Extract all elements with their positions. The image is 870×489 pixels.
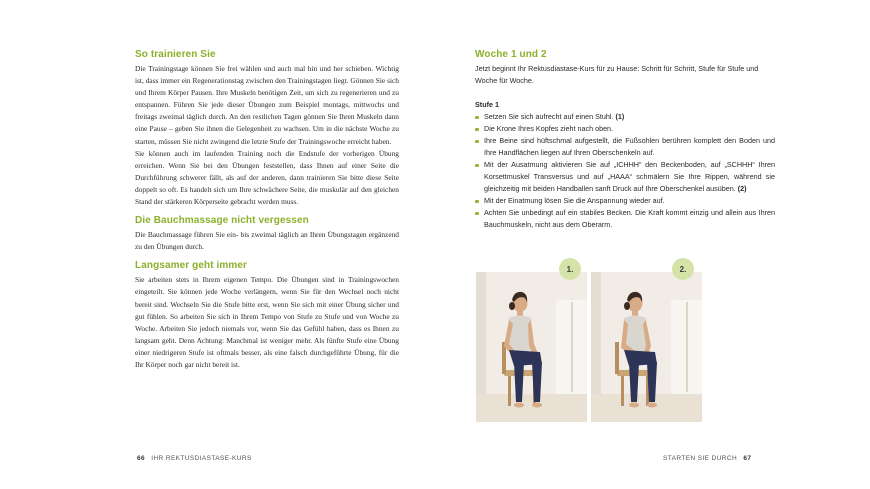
step-text: Mit der Ausatmung aktivieren Sie auf „ICHHH“ den Beckenboden, auf „SCHHH“ Ihren Korsettmuskel Transversus und auf „HAAA“ schmälern Sie Ihre Rippen, während sie gleichzeitig mit beiden Handballen sanft Druck auf Ihre Oberschenkel ausüben. [484,160,775,193]
exercise-photo-2 [591,272,702,422]
photo-number-badge: 1. [559,258,581,280]
right-footer [663,455,755,462]
exercise-photos [476,258,702,423]
intro-paragraph: Jetzt beginnt Ihr Rektusdiastase-Kurs für zu Hause: Schritt für Schritt, Stufe für Stufe und Woche für Woche. [475,64,759,85]
section-so-trainieren-sie [135,49,399,208]
figure-ref: (2) [737,184,747,193]
left-column [135,49,399,378]
section-heading: Die Bauchmassage nicht vergessen [135,215,309,227]
left-footer [133,455,252,462]
section-langsamer-geht-immer [135,260,399,371]
bullet-icon [475,140,479,144]
step-text: Achten Sie unbedingt auf ein stabiles Becken. Die Kraft kommt einzig und allein aus Ihren Bauchmuskeln, nicht aus dem Oberarm. [484,208,775,229]
step-item [475,135,775,159]
section-heading: So trainieren Sie [135,49,216,60]
bullet-icon [475,200,479,204]
step-item [475,123,775,135]
page-number: 67 [743,455,752,462]
exercise-photo-1 [476,272,587,422]
step-text: Mit der Einatmung lösen Sie die Anspannung wieder auf. [484,196,665,205]
step-item [475,159,775,195]
running-head: STARTEN SIE DURCH [663,455,738,462]
body-paragraph: Die Bauchmassage führen Sie ein- bis zweimal täglich an Ihren Übungstagen ergänzend zu den Übungen durch. [135,230,399,252]
step-text: Ihre Beine sind hüftschmal aufgestellt, die Fußsohlen berühren komplett den Boden und Ihre Handflächen liegen auf Ihren Oberschenkeln auf. [484,136,775,157]
step-list [475,111,775,231]
page-number: 66 [137,455,146,462]
right-page [435,0,870,489]
body-paragraph: Sie arbeiten stets in Ihrem eigenen Tempo. Die Übungen sind in Trainingswochen eingeteilt. Sie können jede Woche verlängern, wenn Sie für den Wechsel noch nicht bereit sind. Wechseln Sie die Stufe bitte erst, wenn Sie sich mit einer Übung sicher und gut fühlen. So arbeiten Sie sich in Ihrem Tempo von Stufe zu Stufe und von Woche zu Woche. Arbeiten Sie jedoch niemals vor, wenn Sie das Gefühl haben, dass es Ihnen zu langsam geht. Denn Achtung: Manchmal ist weniger mehr. Als fünfte Stufe eine Übung einer niedrigeren Stufe ist oftmals besser, als eine falsch durchgeführte Übung, für die Ihr Körper noch gar nicht bereit ist. [135,275,399,369]
section-heading: Woche 1 und 2 [475,49,547,60]
step-item [475,207,775,231]
bullet-icon [475,212,479,216]
seated-woman-illustration [591,272,702,422]
figure-ref: (1) [615,112,625,121]
bullet-icon [475,116,479,120]
seated-woman-illustration [476,272,587,422]
section-bauchmassage [135,215,399,253]
section-heading: Langsamer geht immer [135,260,248,272]
stage-label: Stufe 1 [475,100,499,109]
bullet-icon [475,164,479,168]
photo-number-badge: 2. [672,258,694,280]
step-item [475,111,775,123]
bullet-icon [475,128,479,132]
body-paragraph: Sie können auch im laufenden Training noch die Endstufe der vorherigen Übung erreichen. Wenn Sie bei den Übungen feststellen, dass Ihnen auf einer Seite die Durchführung schwerer fällt, als auf der anderen, dann trainieren Sie bitte diese Seite doppelt so oft. Es handelt sich um Ihre schwächere Seite, die muskulär auf den gleichen Stand der stärkeren Körperseite gebracht werden muss. [135,148,399,207]
body-paragraph: Die Trainingstage können Sie frei wählen und auch mal hin und her schieben. Wichtig ist, dass immer ein Regenerationstag zwischen den Trainingstagen liegt. Gönnen Sie sich und Ihrem Körper Pausen. Ihre Muskeln benötigen Zeit, um sich zu regenerieren und zu entspannen. Führen Sie jede dieser Übungen zum Beispiel montags, mittwochs und freitags zweimal täglich durch. An den restlichen Tagen gönnen Sie Ihren Muskeln dann eine Pause – geben Sie ihnen die Gelegenheit zu wachsen. Um in die nächste Woche zu starten, müssen Sie nicht zwingend die letzte Stufe der Trainingswoche erreicht haben. [135,64,399,146]
running-head: IHR REKTUSDIASTASE-KURS [151,455,252,462]
step-item [475,195,775,207]
step-text: Die Krone Ihres Kopfes zieht nach oben. [484,124,614,133]
step-text: Setzen Sie sich aufrecht auf einen Stuhl. [484,112,614,121]
right-column [475,49,775,231]
